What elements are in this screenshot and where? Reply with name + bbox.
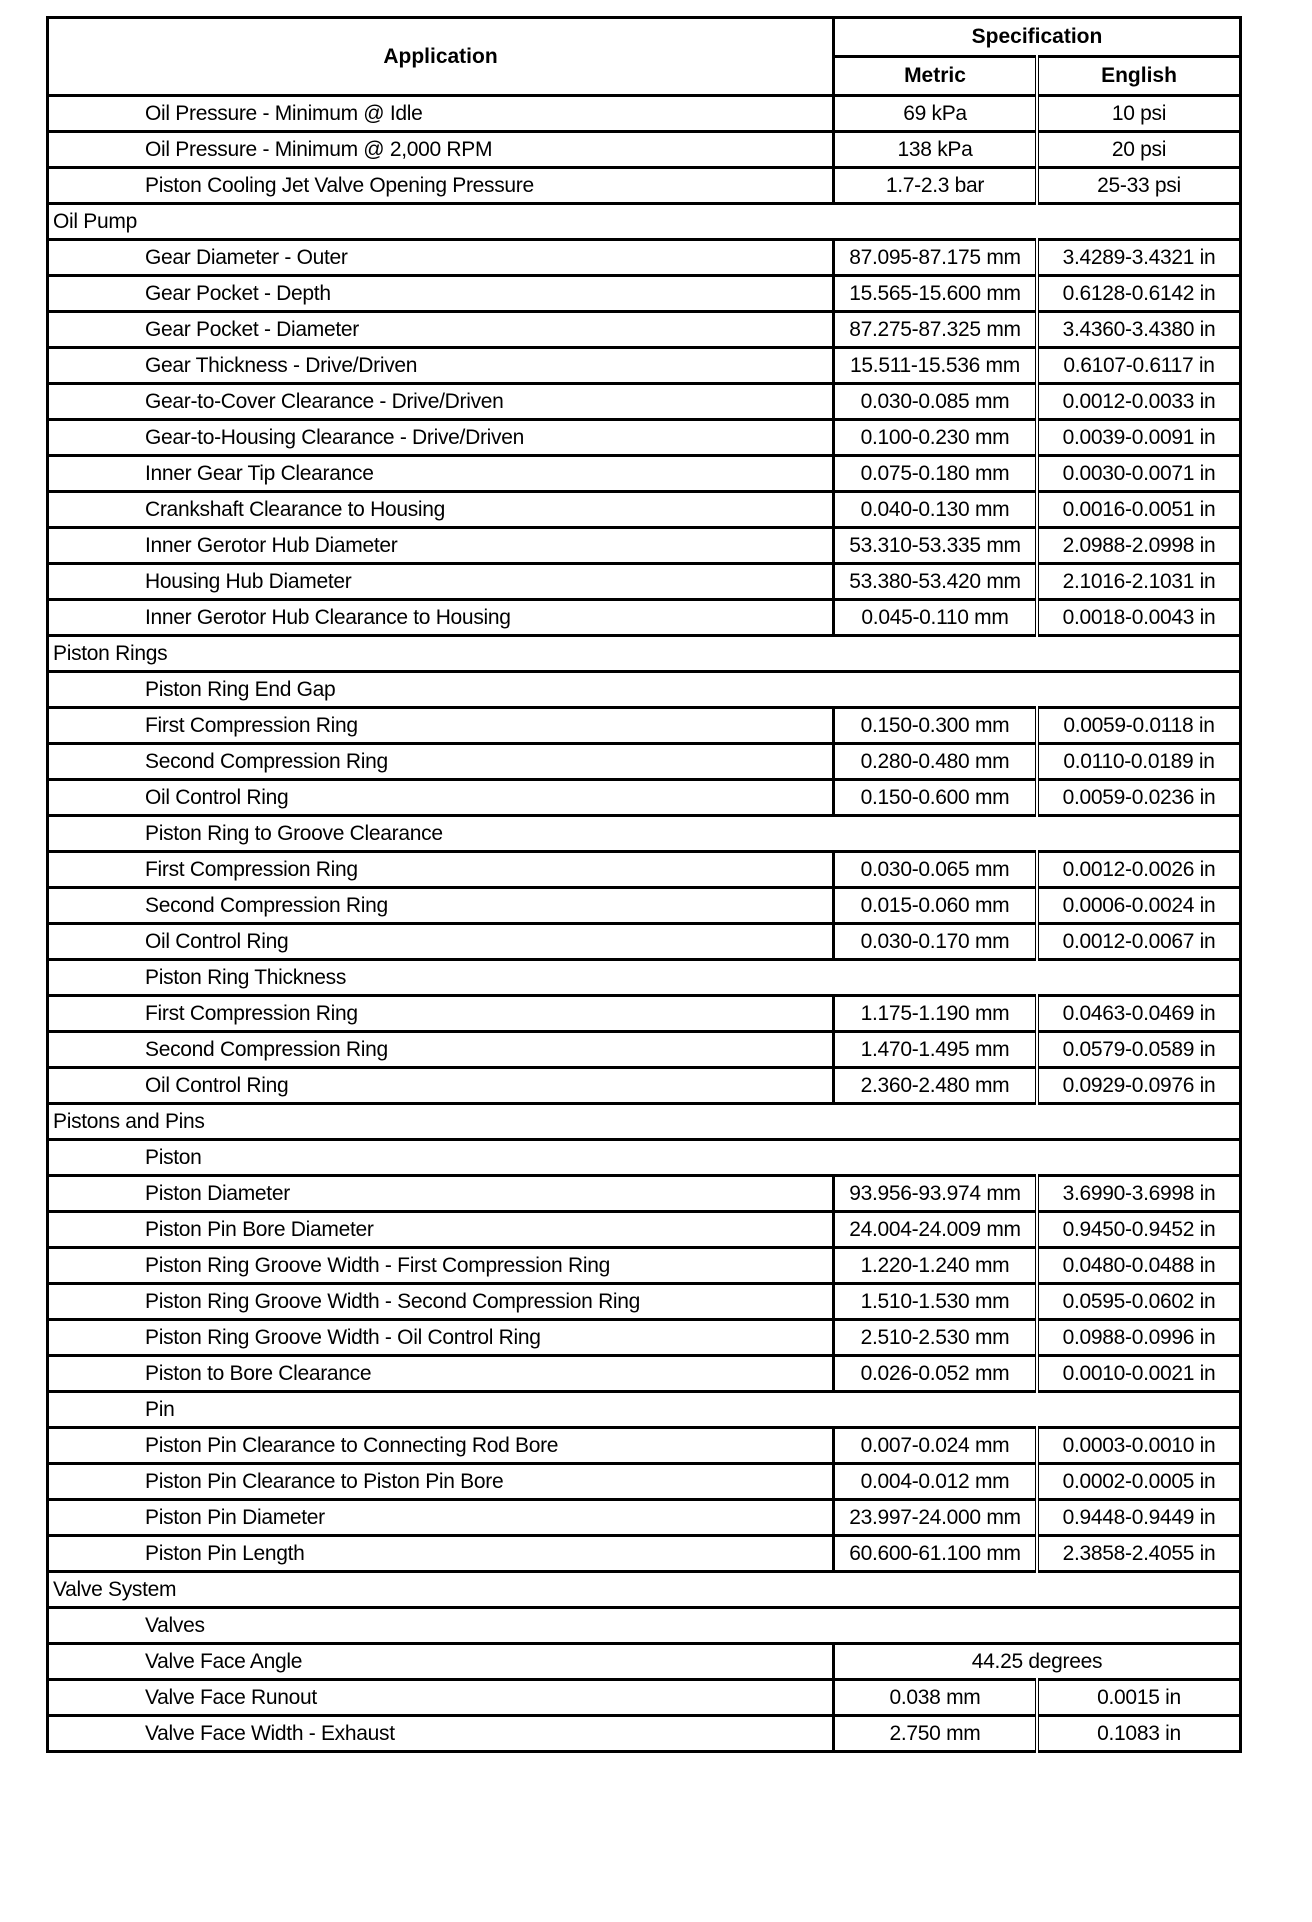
table-row (48, 1716, 1241, 1752)
subsection-label: Piston Ring End Gap (48, 672, 1241, 708)
english-cell: 0.6128-0.6142 in (1037, 276, 1241, 312)
section-row (48, 1104, 1241, 1140)
english-cell: 0.1083 in (1037, 1716, 1241, 1752)
subsection-label: Pin (48, 1392, 1241, 1428)
application-cell: Second Compression Ring (48, 744, 834, 780)
english-cell: 0.0015 in (1037, 1680, 1241, 1716)
application-cell: Piston Ring Groove Width - First Compression Ring (48, 1248, 834, 1284)
metric-cell: 0.038 mm (834, 1680, 1038, 1716)
subsection-row (48, 1608, 1241, 1644)
header-english: English (1037, 57, 1241, 96)
table-row (48, 1212, 1241, 1248)
english-cell: 0.9448-0.9449 in (1037, 1500, 1241, 1536)
table-row (48, 708, 1241, 744)
subsection-row (48, 672, 1241, 708)
metric-cell: 0.045-0.110 mm (834, 600, 1038, 636)
section-row (48, 636, 1241, 672)
table-row (48, 780, 1241, 816)
application-cell: Oil Pressure - Minimum @ Idle (48, 96, 834, 132)
application-cell: Piston Pin Clearance to Connecting Rod Bore (48, 1428, 834, 1464)
metric-cell: 15.565-15.600 mm (834, 276, 1038, 312)
metric-cell: 0.030-0.065 mm (834, 852, 1038, 888)
table-row (48, 528, 1241, 564)
english-cell: 2.0988-2.0998 in (1037, 528, 1241, 564)
section-label: Piston Rings (48, 636, 1241, 672)
metric-cell: 0.007-0.024 mm (834, 1428, 1038, 1464)
table-row (48, 1680, 1241, 1716)
english-cell: 0.0006-0.0024 in (1037, 888, 1241, 924)
table-row (48, 240, 1241, 276)
subsection-row (48, 1140, 1241, 1176)
english-cell: 0.0003-0.0010 in (1037, 1428, 1241, 1464)
metric-cell: 87.095-87.175 mm (834, 240, 1038, 276)
english-cell: 0.0059-0.0118 in (1037, 708, 1241, 744)
application-cell: Piston Pin Diameter (48, 1500, 834, 1536)
header-application: Application (48, 18, 834, 96)
table-row (48, 852, 1241, 888)
table-row (48, 168, 1241, 204)
application-cell: Gear Pocket - Depth (48, 276, 834, 312)
metric-cell: 0.004-0.012 mm (834, 1464, 1038, 1500)
header-metric: Metric (834, 57, 1038, 96)
metric-cell: 0.075-0.180 mm (834, 456, 1038, 492)
table-row (48, 1176, 1241, 1212)
table-row (48, 1032, 1241, 1068)
metric-cell: 93.956-93.974 mm (834, 1176, 1038, 1212)
application-cell: Inner Gear Tip Clearance (48, 456, 834, 492)
metric-cell: 15.511-15.536 mm (834, 348, 1038, 384)
subsection-row (48, 960, 1241, 996)
table-row (48, 1500, 1241, 1536)
application-cell: Piston Pin Length (48, 1536, 834, 1572)
table-row (48, 1428, 1241, 1464)
metric-cell: 0.150-0.600 mm (834, 780, 1038, 816)
application-cell: Piston to Bore Clearance (48, 1356, 834, 1392)
application-cell: First Compression Ring (48, 852, 834, 888)
application-cell: Piston Diameter (48, 1176, 834, 1212)
table-row (48, 924, 1241, 960)
table-row (48, 1248, 1241, 1284)
english-cell: 0.9450-0.9452 in (1037, 1212, 1241, 1248)
application-cell: Piston Cooling Jet Valve Opening Pressure (48, 168, 834, 204)
metric-cell: 0.280-0.480 mm (834, 744, 1038, 780)
metric-cell: 60.600-61.100 mm (834, 1536, 1038, 1572)
english-cell: 0.0012-0.0033 in (1037, 384, 1241, 420)
english-cell: 3.6990-3.6998 in (1037, 1176, 1241, 1212)
english-cell: 0.0039-0.0091 in (1037, 420, 1241, 456)
table-row (48, 996, 1241, 1032)
metric-cell: 0.040-0.130 mm (834, 492, 1038, 528)
section-label: Pistons and Pins (48, 1104, 1241, 1140)
metric-cell: 0.026-0.052 mm (834, 1356, 1038, 1392)
metric-cell: 0.100-0.230 mm (834, 420, 1038, 456)
english-cell: 20 psi (1037, 132, 1241, 168)
application-cell: Piston Pin Clearance to Piston Pin Bore (48, 1464, 834, 1500)
table-row (48, 96, 1241, 132)
table-row (48, 1068, 1241, 1104)
application-cell: Oil Control Ring (48, 1068, 834, 1104)
subsection-row (48, 816, 1241, 852)
application-cell: Gear Pocket - Diameter (48, 312, 834, 348)
table-row (48, 1320, 1241, 1356)
english-cell: 2.1016-2.1031 in (1037, 564, 1241, 600)
english-cell: 3.4289-3.4321 in (1037, 240, 1241, 276)
application-cell: Gear Thickness - Drive/Driven (48, 348, 834, 384)
subsection-row (48, 1392, 1241, 1428)
english-cell: 0.0595-0.0602 in (1037, 1284, 1241, 1320)
application-cell: Piston Ring Groove Width - Oil Control Ring (48, 1320, 834, 1356)
metric-cell: 0.015-0.060 mm (834, 888, 1038, 924)
english-cell: 0.0059-0.0236 in (1037, 780, 1241, 816)
subsection-label: Valves (48, 1608, 1241, 1644)
subsection-label: Piston (48, 1140, 1241, 1176)
application-cell: Valve Face Runout (48, 1680, 834, 1716)
table-body (48, 96, 1241, 1752)
specification-table (46, 16, 1242, 1753)
table-row (48, 1536, 1241, 1572)
table-row (48, 1644, 1241, 1680)
header-specification: Specification (834, 18, 1241, 57)
english-cell: 2.3858-2.4055 in (1037, 1536, 1241, 1572)
table-row (48, 744, 1241, 780)
application-cell: Valve Face Angle (48, 1644, 834, 1680)
english-cell: 0.6107-0.6117 in (1037, 348, 1241, 384)
table-row (48, 1464, 1241, 1500)
application-cell: Oil Control Ring (48, 780, 834, 816)
table-row (48, 564, 1241, 600)
english-cell: 0.0002-0.0005 in (1037, 1464, 1241, 1500)
english-cell: 0.0012-0.0067 in (1037, 924, 1241, 960)
english-cell: 0.0579-0.0589 in (1037, 1032, 1241, 1068)
english-cell: 3.4360-3.4380 in (1037, 312, 1241, 348)
english-cell: 0.0010-0.0021 in (1037, 1356, 1241, 1392)
table-row (48, 132, 1241, 168)
spec-value-cell: 44.25 degrees (834, 1644, 1241, 1680)
english-cell: 0.0030-0.0071 in (1037, 456, 1241, 492)
application-cell: Housing Hub Diameter (48, 564, 834, 600)
english-cell: 25-33 psi (1037, 168, 1241, 204)
application-cell: Crankshaft Clearance to Housing (48, 492, 834, 528)
metric-cell: 2.510-2.530 mm (834, 1320, 1038, 1356)
table-row (48, 888, 1241, 924)
english-cell: 0.0018-0.0043 in (1037, 600, 1241, 636)
metric-cell: 53.310-53.335 mm (834, 528, 1038, 564)
table-row (48, 1284, 1241, 1320)
table-row (48, 492, 1241, 528)
english-cell: 0.0016-0.0051 in (1037, 492, 1241, 528)
application-cell: Gear-to-Housing Clearance - Drive/Driven (48, 420, 834, 456)
english-cell: 0.0012-0.0026 in (1037, 852, 1241, 888)
table-row (48, 384, 1241, 420)
table-row (48, 1356, 1241, 1392)
section-label: Valve System (48, 1572, 1241, 1608)
application-cell: Valve Face Width - Exhaust (48, 1716, 834, 1752)
application-cell: Inner Gerotor Hub Diameter (48, 528, 834, 564)
metric-cell: 1.510-1.530 mm (834, 1284, 1038, 1320)
metric-cell: 1.7-2.3 bar (834, 168, 1038, 204)
application-cell: Inner Gerotor Hub Clearance to Housing (48, 600, 834, 636)
metric-cell: 24.004-24.009 mm (834, 1212, 1038, 1248)
application-cell: First Compression Ring (48, 708, 834, 744)
metric-cell: 1.175-1.190 mm (834, 996, 1038, 1032)
metric-cell: 1.470-1.495 mm (834, 1032, 1038, 1068)
metric-cell: 53.380-53.420 mm (834, 564, 1038, 600)
metric-cell: 23.997-24.000 mm (834, 1500, 1038, 1536)
table-row (48, 600, 1241, 636)
table-row (48, 456, 1241, 492)
subsection-label: Piston Ring Thickness (48, 960, 1241, 996)
application-cell: Gear Diameter - Outer (48, 240, 834, 276)
english-cell: 10 psi (1037, 96, 1241, 132)
section-row (48, 1572, 1241, 1608)
metric-cell: 0.030-0.085 mm (834, 384, 1038, 420)
application-cell: Second Compression Ring (48, 1032, 834, 1068)
english-cell: 0.0929-0.0976 in (1037, 1068, 1241, 1104)
table-row (48, 276, 1241, 312)
metric-cell: 0.030-0.170 mm (834, 924, 1038, 960)
metric-cell: 2.360-2.480 mm (834, 1068, 1038, 1104)
application-cell: Gear-to-Cover Clearance - Drive/Driven (48, 384, 834, 420)
application-cell: Piston Ring Groove Width - Second Compression Ring (48, 1284, 834, 1320)
subsection-label: Piston Ring to Groove Clearance (48, 816, 1241, 852)
metric-cell: 2.750 mm (834, 1716, 1038, 1752)
table-row (48, 348, 1241, 384)
metric-cell: 0.150-0.300 mm (834, 708, 1038, 744)
metric-cell: 138 kPa (834, 132, 1038, 168)
english-cell: 0.0110-0.0189 in (1037, 744, 1241, 780)
table-row (48, 420, 1241, 456)
metric-cell: 1.220-1.240 mm (834, 1248, 1038, 1284)
english-cell: 0.0463-0.0469 in (1037, 996, 1241, 1032)
english-cell: 0.0480-0.0488 in (1037, 1248, 1241, 1284)
english-cell: 0.0988-0.0996 in (1037, 1320, 1241, 1356)
section-row (48, 204, 1241, 240)
metric-cell: 69 kPa (834, 96, 1038, 132)
section-label: Oil Pump (48, 204, 1241, 240)
application-cell: Oil Pressure - Minimum @ 2,000 RPM (48, 132, 834, 168)
table-row (48, 312, 1241, 348)
application-cell: Oil Control Ring (48, 924, 834, 960)
metric-cell: 87.275-87.325 mm (834, 312, 1038, 348)
application-cell: Second Compression Ring (48, 888, 834, 924)
application-cell: Piston Pin Bore Diameter (48, 1212, 834, 1248)
application-cell: First Compression Ring (48, 996, 834, 1032)
